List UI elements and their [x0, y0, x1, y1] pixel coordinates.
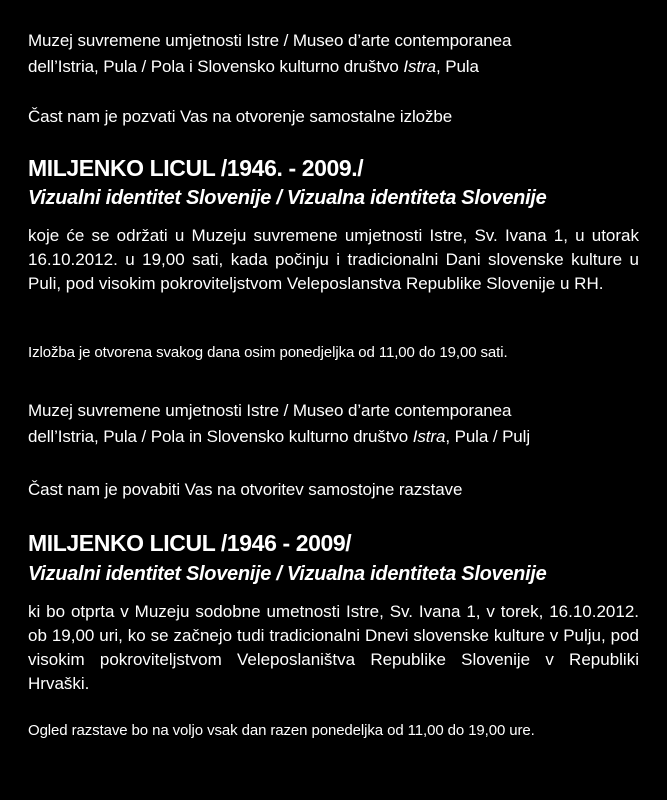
exhibition-title: MILJENKO LICUL /1946. - 2009./: [28, 155, 364, 181]
organizers-line-2-text: dell’Istria, Pula / Pola in Slovensko kulturno društvo: [28, 427, 413, 446]
invitation-line: Čast nam je povabiti Vas na otvoritev samostojne razstave: [28, 480, 463, 499]
society-name: Istra: [403, 57, 436, 76]
event-details: ki bo otprta v Muzeju sodobne umetnosti Istre, Sv. Ivana 1, v torek, 16.10.2012. ob 19,00 uri, ko se začnejo tudi tradicionalni Dnevi slovenske kulture v Pulju, pod visokim pokroviteljstvom Veleposlaništva Republike Slovenije v Republiki Hrvaški.: [28, 602, 639, 693]
organizers-line-2-text: dell’Istria, Pula / Pola i Slovensko kulturno društvo: [28, 57, 404, 76]
organizers-line-1: Muzej suvremene umjetnosti Istre / Museo d’arte contemporanea: [28, 401, 512, 420]
organizers-line-1: Muzej suvremene umjetnosti Istre / Museo d’arte contemporanea: [28, 31, 512, 50]
society-name: Istra: [412, 427, 446, 446]
organizers-line-2: [28, 424, 530, 450]
event-details: koje će se održati u Muzeju suvremene umjetnosti Istre, Sv. Ivana 1, u utorak 16.10.2012. u 19,00 sati, kada počinju i tradicionalni Dani slovenske kulture u Puli, pod visokim pokroviteljstvom Veleposlanstva Republike Slovenije u RH.: [28, 226, 639, 293]
organizers-line-2: [28, 54, 479, 80]
exhibition-subtitle: Vizualni identitet Slovenije / Vizualna identiteta Slovenije: [28, 563, 547, 585]
exhibition-subtitle: Vizualni identitet Slovenije / Vizualna identiteta Slovenije: [28, 187, 547, 209]
invitation-line: Čast nam je pozvati Vas na otvorenje samostalne izložbe: [28, 107, 453, 126]
organizers-line-2-city: , Pula: [435, 57, 479, 76]
opening-hours: Ogled razstave bo na voljo vsak dan razen ponedeljka od 11,00 do 19,00 ure.: [28, 722, 535, 739]
organizers-line-2-city: , Pula / Pulj: [445, 427, 531, 446]
opening-hours: Izložba je otvorena svakog dana osim ponedjeljka od 11,00 do 19,00 sati.: [28, 344, 508, 361]
exhibition-title: MILJENKO LICUL /1946 - 2009/: [28, 530, 352, 556]
